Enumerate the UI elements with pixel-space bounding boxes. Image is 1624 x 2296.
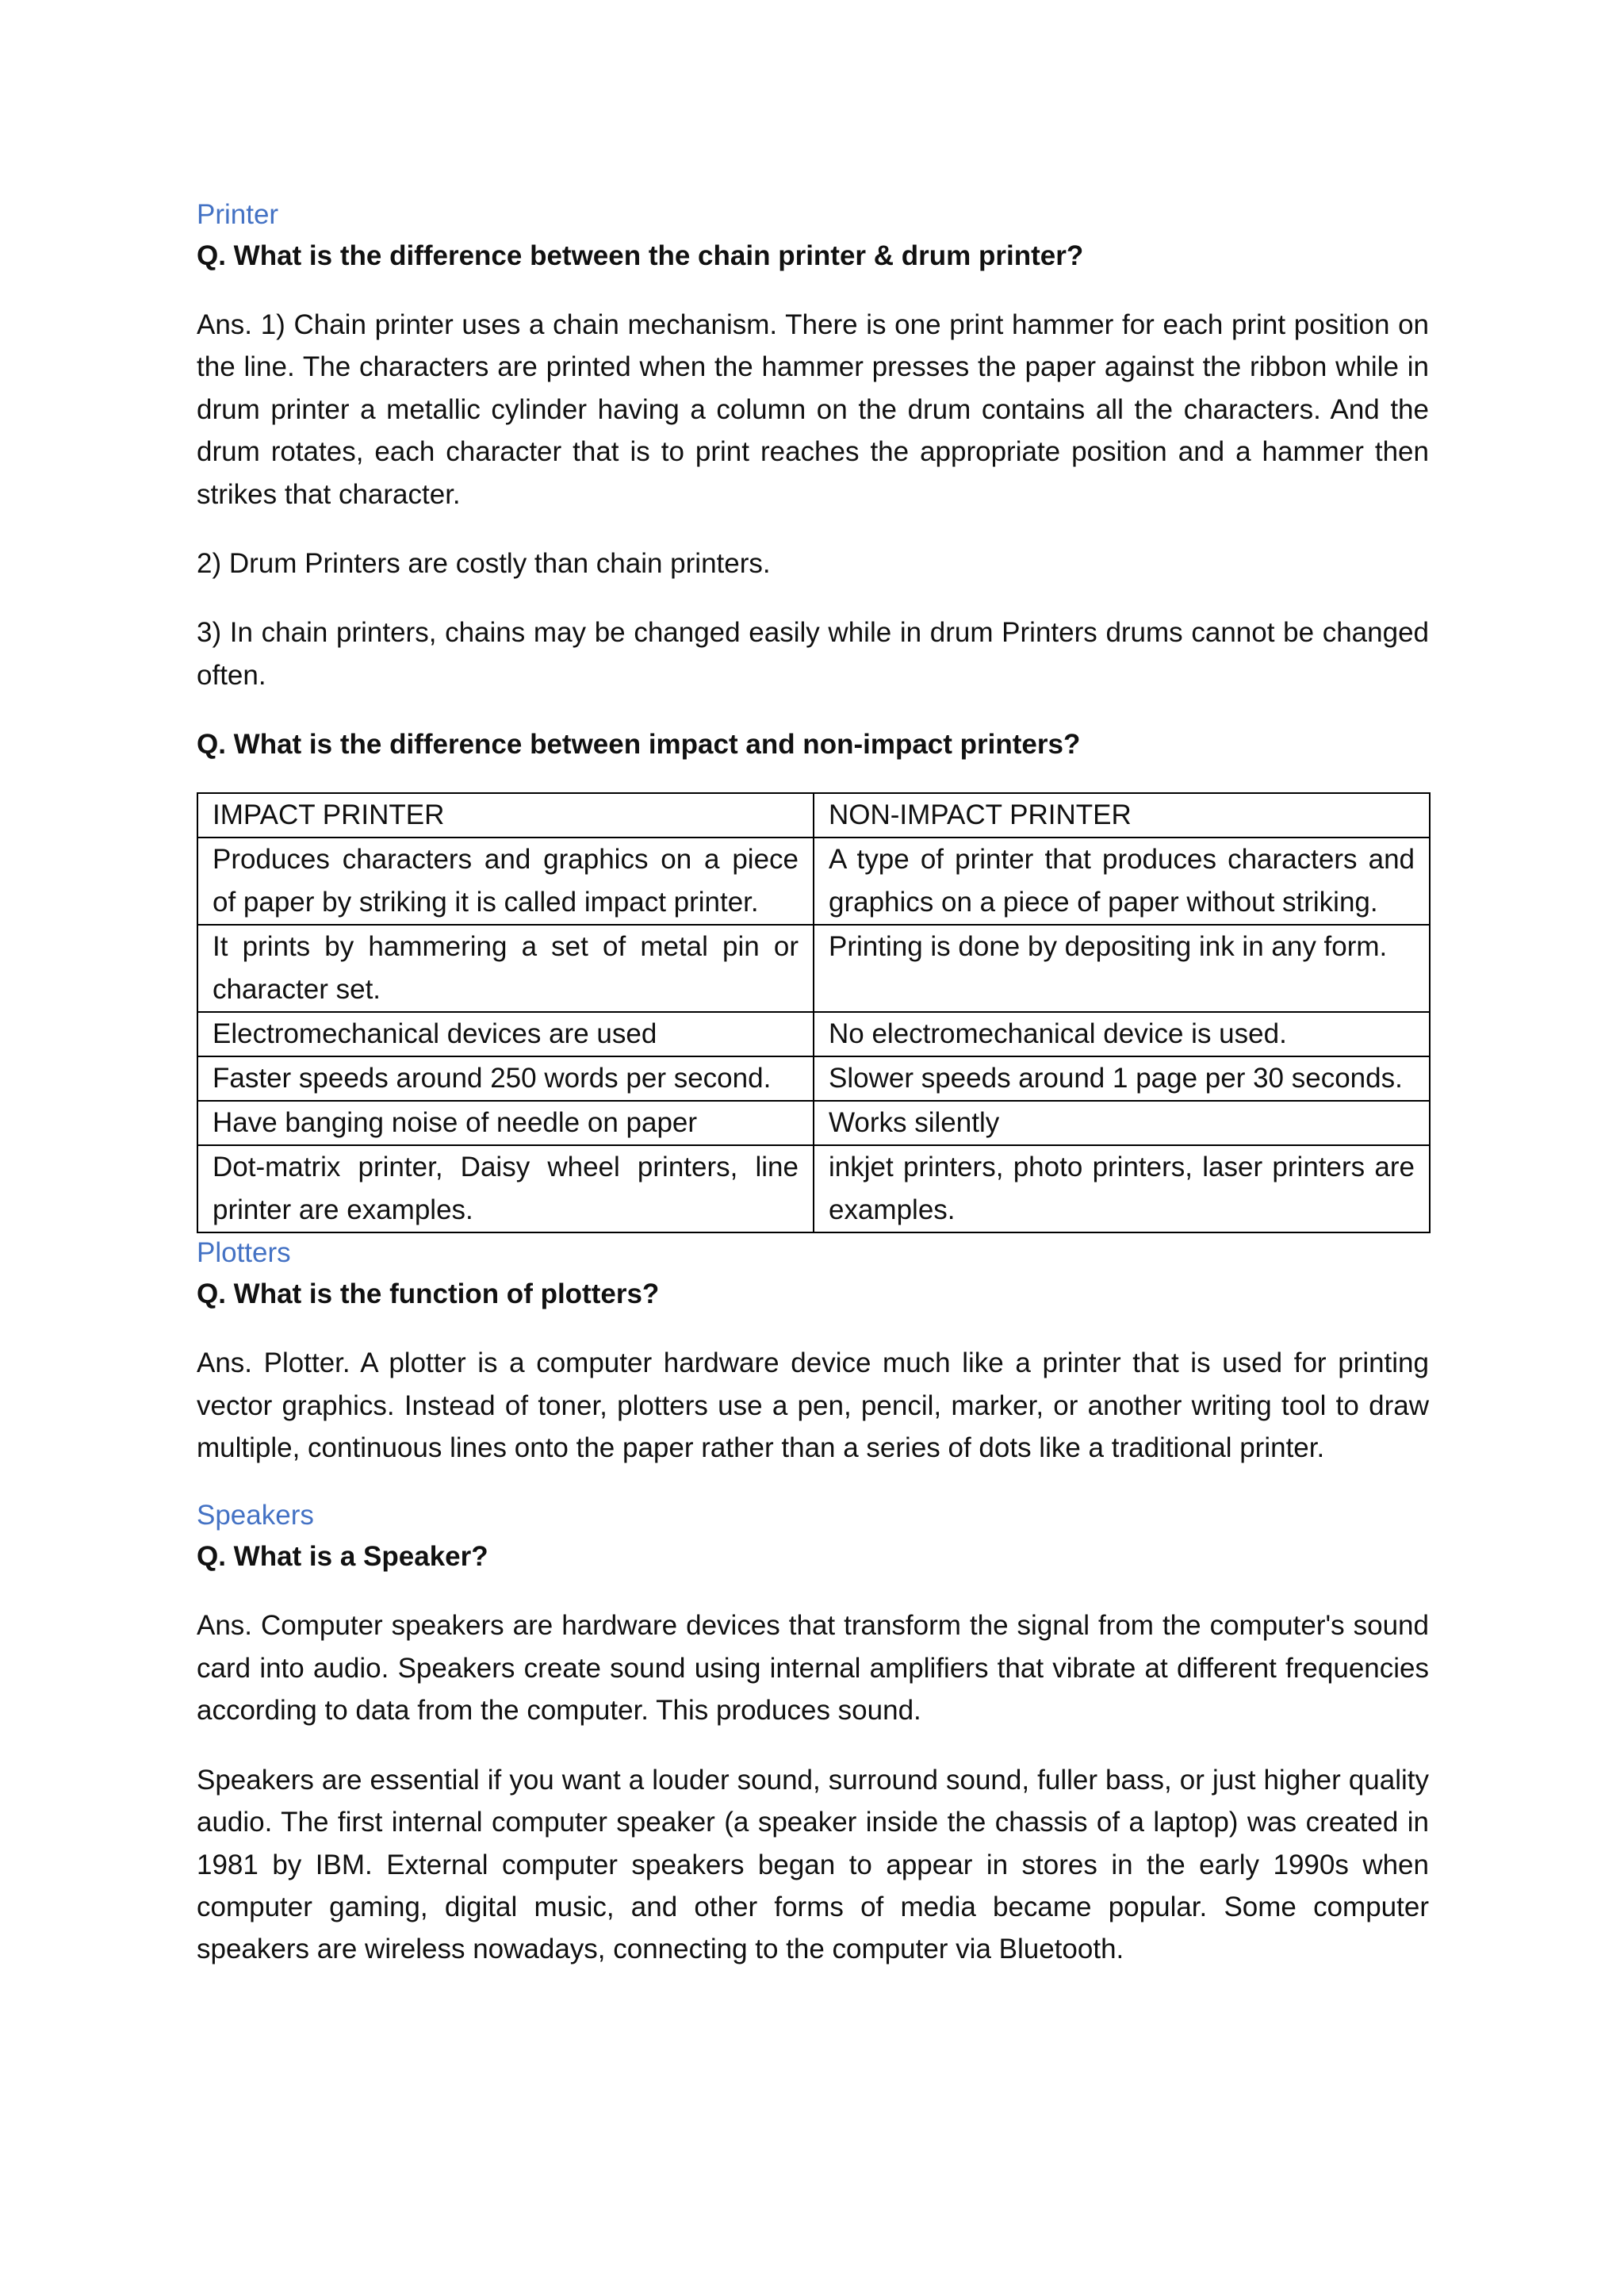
- table-row: [197, 838, 1430, 925]
- table-cell: Faster speeds around 250 words per second.: [197, 1056, 814, 1101]
- table-cell: inkjet printers, photo printers, laser printers are examples.: [814, 1145, 1430, 1232]
- answer-paragraph: 2) Drum Printers are costly than chain printers.: [197, 548, 771, 580]
- question-chain-vs-drum: Q. What is the difference between the chain printer & drum printer?: [197, 240, 1084, 271]
- table-cell: Electromechanical devices are used: [197, 1012, 814, 1056]
- section-heading-printer: Printer: [197, 199, 279, 230]
- question-impact-vs-nonimpact: Q. What is the difference between impact and non-impact printers?: [197, 729, 1081, 761]
- section-heading-plotters: Plotters: [197, 1237, 291, 1269]
- table-row: [197, 1145, 1430, 1232]
- table-cell: It prints by hammering a set of metal pin or character set.: [197, 925, 814, 1012]
- answer-paragraph: Ans. Plotter. A plotter is a computer hardware device much like a printer that is used for printing vector graphics. Instead of toner, plotters use a pen, pencil, marker, or another writing tool to draw multiple, continuous lines onto the paper rather than a series of dots like a traditional printer.: [197, 1347, 1429, 1464]
- table-cell: A type of printer that produces characters and graphics on a piece of paper without striking.: [814, 838, 1430, 925]
- table-header-row: [197, 793, 1430, 838]
- table-row: [197, 1056, 1430, 1101]
- table-cell: Slower speeds around 1 page per 30 seconds.: [814, 1056, 1430, 1101]
- section-heading-speakers: Speakers: [197, 1500, 314, 1531]
- table-header-cell: NON-IMPACT PRINTER: [814, 793, 1430, 838]
- table-cell: Produces characters and graphics on a piece of paper by striking it is called impact printer.: [197, 838, 814, 925]
- table-row: [197, 1101, 1430, 1145]
- table-cell: No electromechanical device is used.: [814, 1012, 1430, 1056]
- answer-paragraph: 3) In chain printers, chains may be changed easily while in drum Printers drums cannot be changed often.: [197, 617, 1429, 691]
- table-row: [197, 1012, 1430, 1056]
- question-speaker: Q. What is a Speaker?: [197, 1541, 488, 1573]
- table-cell: Works silently: [814, 1101, 1430, 1145]
- answer-paragraph: Ans. 1) Chain printer uses a chain mechanism. There is one print hammer for each print position on the line. The characters are printed when the hammer presses the paper against the ribbon while in drum printer a metallic cylinder having a column on the drum contains all the characters. And the drum rotates, each character that is to print reaches the appropriate position and a hammer then strikes that character.: [197, 309, 1429, 510]
- table-cell: Dot-matrix printer, Daisy wheel printers, line printer are examples.: [197, 1145, 814, 1232]
- table-cell: Printing is done by depositing ink in any form.: [814, 925, 1430, 1012]
- comparison-table: [197, 792, 1431, 1233]
- question-plotters: Q. What is the function of plotters?: [197, 1278, 660, 1310]
- table-cell: Have banging noise of needle on paper: [197, 1101, 814, 1145]
- answer-paragraph: Ans. Computer speakers are hardware devices that transform the signal from the computer's sound card into audio. Speakers create sound using internal amplifiers that vibrate at different frequencies according to data from the computer. This produces sound.: [197, 1610, 1429, 1727]
- answer-paragraph: Speakers are essential if you want a louder sound, surround sound, fuller bass, or just higher quality audio. The first internal computer speaker (a speaker inside the chassis of a laptop) was created in 1981 by IBM. External computer speakers began to appear in stores in the early 1990s when computer gaming, digital music, and other forms of media became popular. Some computer speakers are wireless nowadays, connecting to the computer via Bluetooth.: [197, 1764, 1429, 1965]
- document-page: [197, 195, 1429, 1998]
- table-header-cell: IMPACT PRINTER: [197, 793, 814, 838]
- table-row: [197, 925, 1430, 1012]
